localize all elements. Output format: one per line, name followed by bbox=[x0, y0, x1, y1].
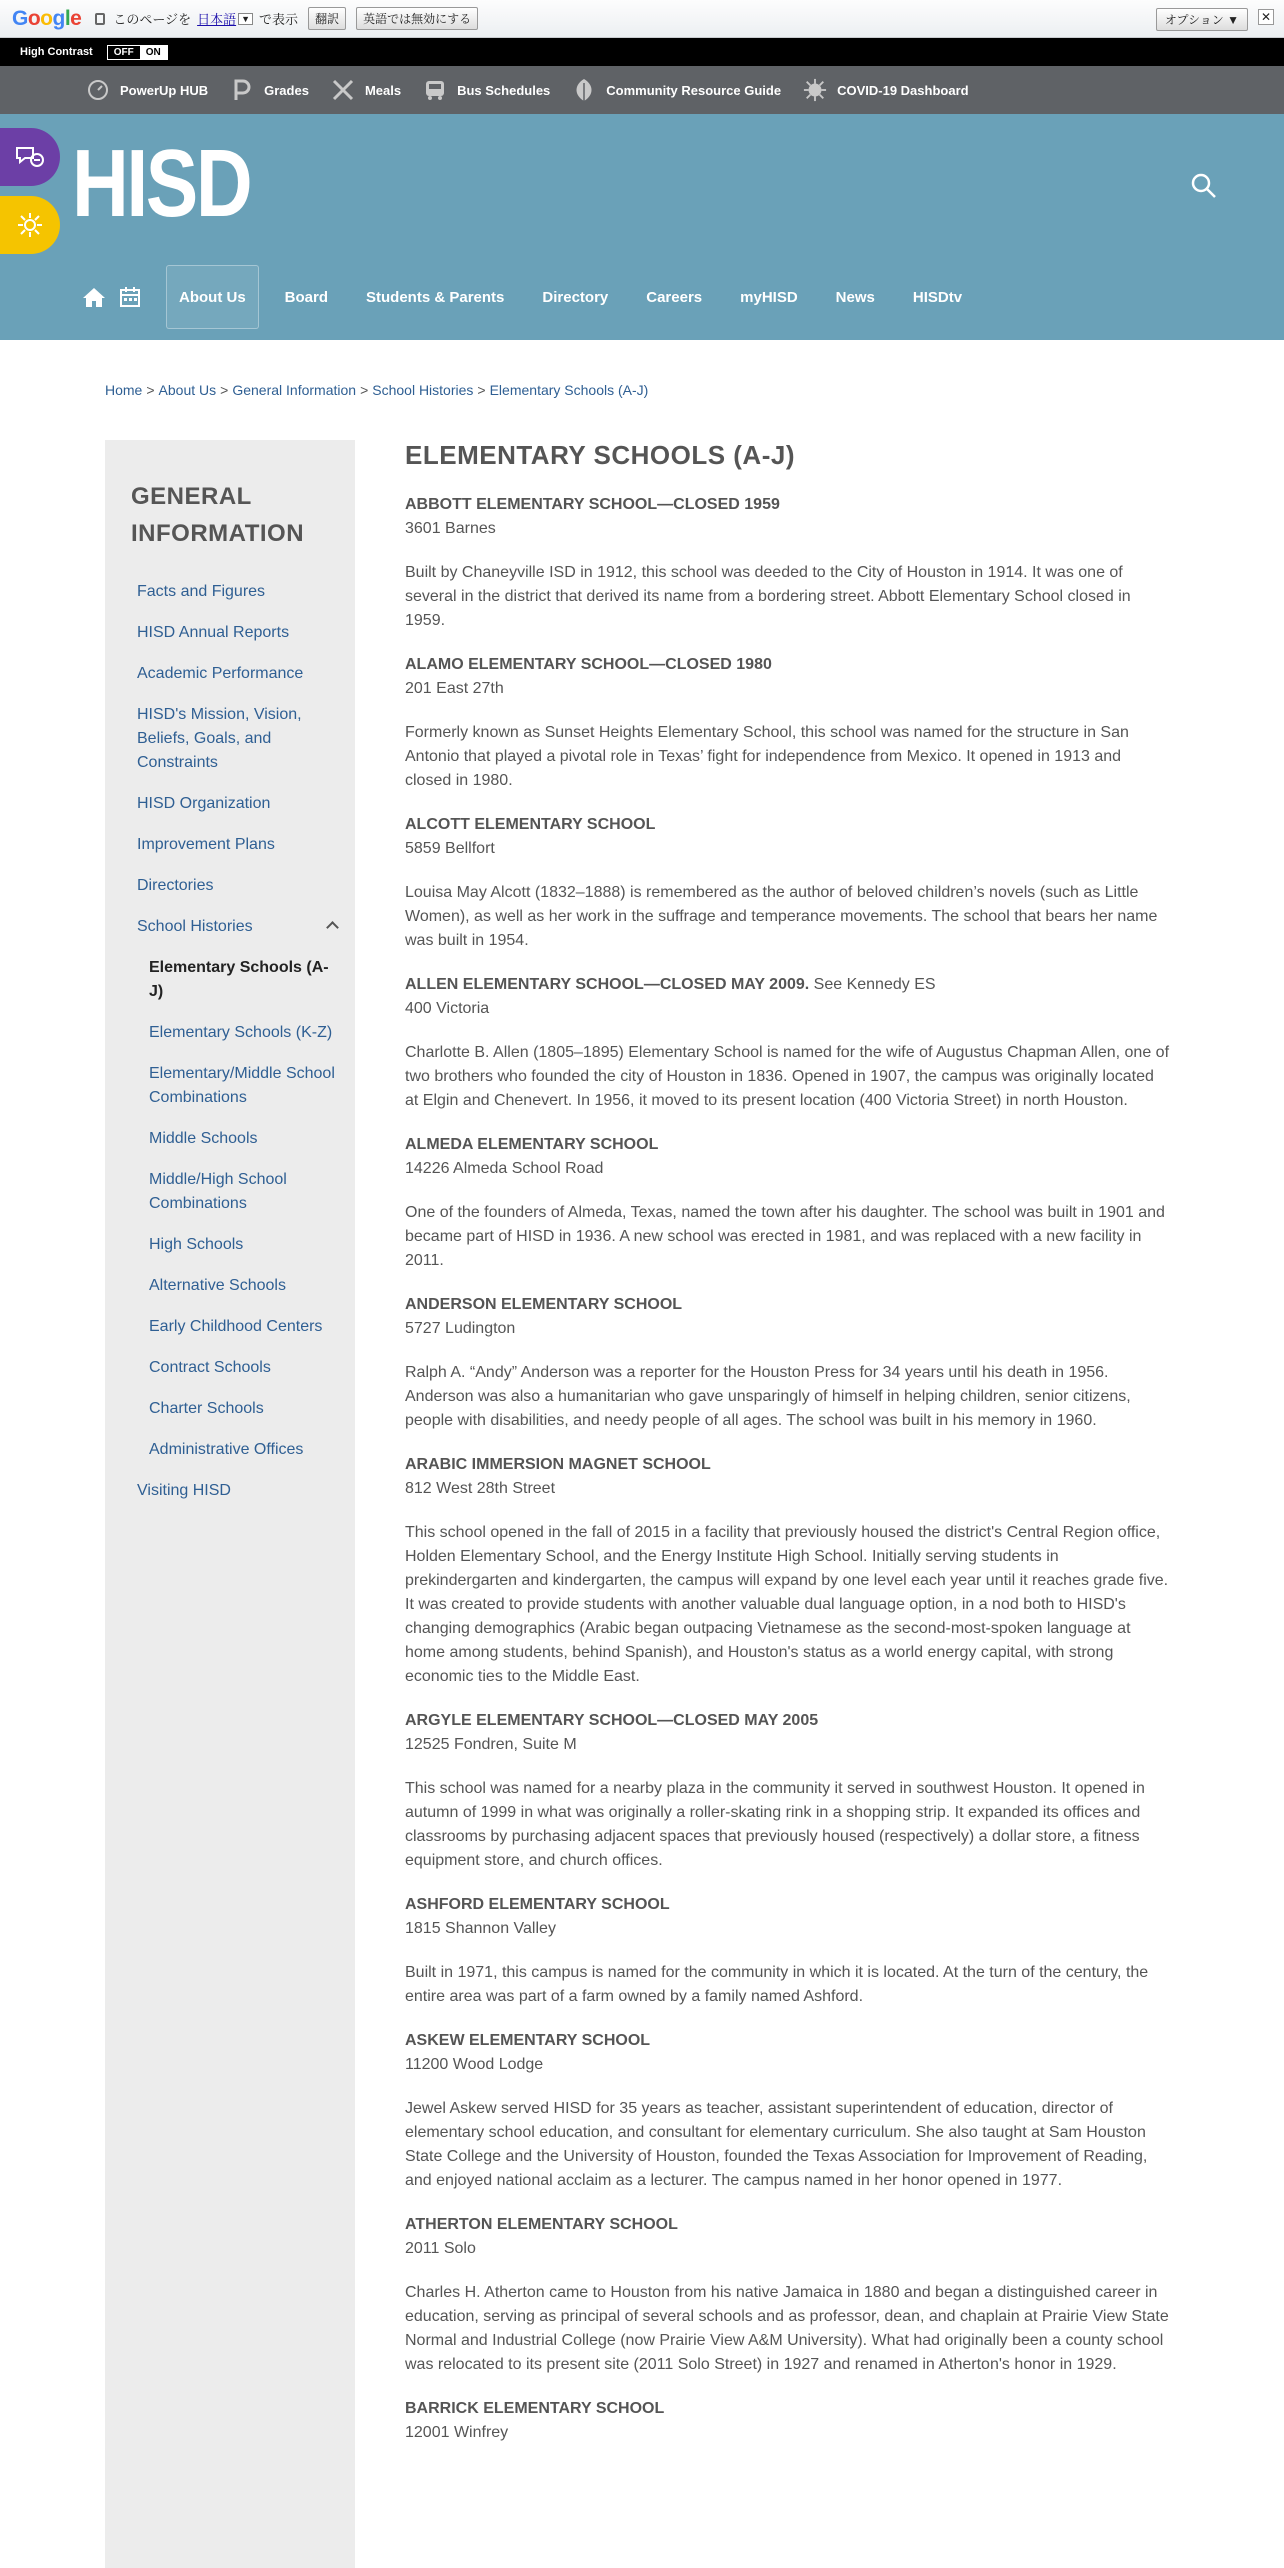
school-entry bbox=[405, 1133, 1170, 1273]
sidebar-item[interactable] bbox=[137, 915, 337, 939]
school-name-note: See Kennedy ES bbox=[809, 976, 936, 993]
school-address: 1815 Shannon Valley bbox=[405, 1920, 556, 1937]
quick-link-label: Bus Schedules bbox=[457, 82, 551, 98]
sidebar-item-label: School Histories bbox=[137, 918, 253, 935]
nav-board[interactable]: Board bbox=[284, 288, 329, 306]
school-name-text: BARRICK ELEMENTARY SCHOOL bbox=[405, 2400, 665, 2417]
sidebar-item[interactable] bbox=[137, 1479, 337, 1503]
toggle-on[interactable]: ON bbox=[140, 46, 167, 59]
school-name-text: ALAMO ELEMENTARY SCHOOL—CLOSED 1980 bbox=[405, 656, 772, 673]
school-name bbox=[405, 1893, 1170, 1917]
school-name-text: ASHFORD ELEMENTARY SCHOOL bbox=[405, 1896, 670, 1913]
school-name-text: ARGYLE ELEMENTARY SCHOOL—CLOSED MAY 2005 bbox=[405, 1712, 819, 1729]
sidebar-item[interactable] bbox=[137, 874, 337, 898]
lock-icon bbox=[95, 13, 105, 25]
nav-directory[interactable]: Directory bbox=[542, 288, 609, 306]
school-name bbox=[405, 1709, 1170, 1733]
translate-prompt: このページを bbox=[113, 12, 192, 27]
hisd-logo[interactable]: HISD bbox=[72, 130, 251, 237]
bus-icon bbox=[423, 78, 447, 102]
sidebar-item-label: Facts and Figures bbox=[137, 583, 266, 600]
sidebar-item-label: Academic Performance bbox=[137, 665, 304, 682]
school-name bbox=[405, 813, 1170, 837]
breadcrumb-current[interactable]: Elementary Schools (A-J) bbox=[489, 382, 649, 398]
sidebar-item-label: Elementary/Middle School Combinations bbox=[149, 1065, 335, 1106]
quick-link-label: PowerUp HUB bbox=[120, 82, 209, 98]
breadcrumb-about-us[interactable]: About Us bbox=[158, 382, 217, 398]
school-address: 12525 Fondren, Suite M bbox=[405, 1736, 577, 1753]
school-name bbox=[405, 493, 1170, 517]
school-address: 14226 Almeda School Road bbox=[405, 1160, 604, 1177]
main-content bbox=[405, 440, 1170, 2465]
school-list bbox=[405, 493, 1170, 2445]
school-address: 400 Victoria bbox=[405, 1000, 490, 1017]
school-description: Ralph A. “Andy” Anderson was a reporter for the Houston Press for 34 years until his death in 1956. Anderson was also a humanitarian who gave unsparingly of himself in helping children, senior citizens, people with disabilities, and needy people of all ages. The school was built in his memory in 1960. bbox=[405, 1364, 1131, 1429]
school-name-text: ANDERSON ELEMENTARY SCHOOL bbox=[405, 1296, 683, 1313]
sidebar-item-label: Charter Schools bbox=[149, 1400, 264, 1417]
school-address: 3601 Barnes bbox=[405, 520, 496, 537]
school-entry bbox=[405, 1709, 1170, 1873]
breadcrumb-home[interactable]: Home bbox=[105, 382, 143, 398]
sidebar-item-label: Middle/High School Combinations bbox=[149, 1171, 287, 1212]
school-name-text: ALMEDA ELEMENTARY SCHOOL bbox=[405, 1136, 659, 1153]
school-description: Jewel Askew served HISD for 35 years as teacher, assistant superintendent of education, director of elementary school education, and consultant for elementary curriculum. She also taught at Sam Houston State College and the University of Houston, founded the Texas Association for Improvement of Reading, and enjoyed national acclaim as a lecturer. The campus named in her honor opened in 1977. bbox=[405, 2100, 1148, 2189]
nav-news[interactable]: News bbox=[835, 288, 875, 306]
translate-button[interactable]: 翻訳 bbox=[308, 7, 346, 30]
quick-link-covid[interactable] bbox=[803, 78, 968, 102]
toggle-off[interactable]: OFF bbox=[108, 46, 140, 59]
school-address: 5727 Ludington bbox=[405, 1320, 516, 1337]
p-icon bbox=[230, 78, 254, 102]
school-description: Charles H. Atherton came to Houston from his native Jamaica in 1880 and began a distinguished career in education, serving as principal of several schools and as professor, dean, and chaplain at Prairie View State Normal and Industrial College (now Prairie View A&M University). What had originally been a county school was relocated to its present site (2011 Solo Street) in 1927 and renamed in Atherton's honor in 1929. bbox=[405, 2284, 1169, 2373]
school-address: 5859 Bellfort bbox=[405, 840, 495, 857]
quick-link-grades[interactable] bbox=[230, 78, 309, 102]
sidebar-item-label: Visiting HISD bbox=[137, 1482, 231, 1499]
sidebar-item-label: High Schools bbox=[149, 1236, 244, 1253]
sidebar bbox=[105, 440, 355, 2568]
disable-translate-button[interactable]: 英語では無効にする bbox=[356, 7, 478, 30]
high-contrast-toggle[interactable] bbox=[107, 45, 168, 60]
translate-bar bbox=[0, 0, 1284, 38]
school-entry bbox=[405, 2397, 1170, 2445]
school-entry bbox=[405, 2213, 1170, 2377]
school-entry bbox=[405, 973, 1170, 1113]
school-name-text: ASKEW ELEMENTARY SCHOOL bbox=[405, 2032, 651, 2049]
sidebar-item[interactable] bbox=[137, 833, 337, 857]
language-dropdown[interactable]: ▼ bbox=[238, 13, 253, 25]
chevron-up-icon[interactable] bbox=[326, 921, 339, 934]
school-name bbox=[405, 2213, 1170, 2237]
sidebar-item[interactable] bbox=[137, 1274, 337, 1298]
quick-link-powerup[interactable] bbox=[86, 78, 208, 102]
school-name bbox=[405, 2397, 1170, 2421]
school-entry bbox=[405, 2029, 1170, 2193]
sidebar-item[interactable] bbox=[137, 956, 337, 1004]
sidebar-item[interactable] bbox=[137, 1062, 337, 1110]
utensils-icon bbox=[331, 78, 355, 102]
google-logo: Google bbox=[12, 6, 82, 30]
sidebar-title: GENERAL INFORMATION bbox=[131, 483, 305, 548]
sidebar-item[interactable] bbox=[137, 1356, 337, 1380]
school-name bbox=[405, 2029, 1170, 2053]
nav-hisdtv[interactable]: HISDtv bbox=[912, 288, 963, 306]
sidebar-item-label: HISD's Mission, Vision, Beliefs, Goals, and Constraints bbox=[137, 706, 302, 771]
sidebar-item-label: Directories bbox=[137, 877, 214, 894]
nav-myhisd[interactable]: myHISD bbox=[740, 288, 798, 306]
sidebar-item[interactable] bbox=[137, 1315, 337, 1339]
breadcrumb-general-information[interactable]: General Information bbox=[232, 382, 357, 398]
sunflower-button[interactable] bbox=[0, 196, 60, 254]
page-title: ELEMENTARY SCHOOLS (A-J) bbox=[405, 440, 795, 470]
sidebar-item[interactable] bbox=[137, 1021, 337, 1045]
school-address: 11200 Wood Lodge bbox=[405, 2056, 544, 2073]
sidebar-item-label: Early Childhood Centers bbox=[149, 1318, 323, 1335]
school-address: 2011 Solo bbox=[405, 2240, 476, 2257]
site-header bbox=[0, 114, 1284, 340]
school-name bbox=[405, 653, 1170, 677]
school-address: 201 East 27th bbox=[405, 680, 504, 697]
school-name bbox=[405, 1453, 1170, 1477]
close-icon[interactable]: ✕ bbox=[1258, 9, 1274, 25]
options-button[interactable]: オプション ▼ bbox=[1156, 8, 1248, 31]
sidebar-item[interactable] bbox=[137, 662, 337, 686]
accessibility-button[interactable] bbox=[0, 128, 60, 186]
school-name bbox=[405, 1293, 1170, 1317]
school-description: This school opened in the fall of 2015 in a facility that previously housed the district's Central Region office, Holden Elementary School, and the Energy Institute High School. Initially serving students in prekindergarten and kindergarten, the campus will expand by one level each year until it reaches grade five. It was created to provide students with another valuable dual language option, in a nod both to HISD's changing demographics (Arabic began outpacing Vietnamese as the second-most-spoken language at home among students, behind Spanish), and Houston's status as a world energy capital, with strong economic ties to the Middle East. bbox=[405, 1524, 1169, 1685]
high-contrast-bar bbox=[0, 38, 1284, 66]
school-description: One of the founders of Almeda, Texas, named the town after his daughter. The school was built in 1901 and became part of HISD in 1936. A new school was erected in 1981, and was replaced with a new facility in 2011. bbox=[405, 1204, 1165, 1269]
sidebar-item[interactable] bbox=[137, 580, 337, 604]
home-icon[interactable] bbox=[80, 283, 108, 311]
school-entry bbox=[405, 493, 1170, 633]
school-name-text: ALLEN ELEMENTARY SCHOOL—CLOSED MAY 2009. bbox=[405, 976, 810, 993]
sidebar-item[interactable] bbox=[137, 1397, 337, 1421]
school-description: Formerly known as Sunset Heights Elementary School, this school was named for the structure in San Antonio that played a pivotal role in Texas’ fight for independence from Mexico. It opened in 1913 and closed in 1980. bbox=[405, 724, 1129, 789]
school-description: Built in 1971, this campus is named for the community in which it is located. At the turn of the century, the entire area was part of a farm owned by a family named Ashford. bbox=[405, 1964, 1149, 2005]
sidebar-menu bbox=[137, 580, 337, 1520]
calendar-icon[interactable] bbox=[116, 283, 144, 311]
sidebar-item[interactable] bbox=[137, 1438, 337, 1462]
school-entry bbox=[405, 1893, 1170, 2009]
school-description: This school was named for a nearby plaza in the community it served in southwest Houston. It opened in autumn of 1999 in what was originally a roller-skating rink in a shopping strip. It expanded its offices and classrooms by purchasing adjacent spaces that previously housed (respectively) a dollar store, a fitness equipment store, and church offices. bbox=[405, 1780, 1145, 1869]
accessibility-icon bbox=[15, 144, 45, 170]
school-address: 812 West 28th Street bbox=[405, 1480, 556, 1497]
sidebar-item-label: HISD Organization bbox=[137, 795, 271, 812]
sidebar-item[interactable] bbox=[137, 792, 337, 816]
language-link[interactable]: 日本語 bbox=[197, 12, 237, 27]
gauge-icon bbox=[86, 78, 110, 102]
school-entry bbox=[405, 1453, 1170, 1689]
sidebar-item-label: Improvement Plans bbox=[137, 836, 275, 853]
leaf-icon bbox=[572, 78, 596, 102]
sidebar-item[interactable] bbox=[137, 621, 337, 645]
school-description: Charlotte B. Allen (1805–1895) Elementary School is named for the wife of Augustus Chapman Allen, one of two brothers who founded the city of Houston in 1836. Opened in 1907, the campus was originally located at Elgin and Chenevert. In 1956, it moved to its present location (400 Victoria Street) in north Houston. bbox=[405, 1044, 1170, 1109]
nav-students-parents[interactable]: Students & Parents bbox=[366, 288, 505, 306]
breadcrumb-school-histories[interactable]: School Histories bbox=[372, 382, 474, 398]
nav-about-us[interactable]: About Us bbox=[166, 265, 259, 329]
sidebar-item[interactable] bbox=[137, 1168, 337, 1216]
sidebar-item-label: Elementary Schools (K-Z) bbox=[149, 1024, 333, 1041]
quick-link-label: Meals bbox=[364, 82, 402, 98]
school-address: 12001 Winfrey bbox=[405, 2424, 509, 2441]
main-nav bbox=[0, 264, 1284, 330]
quick-link-label: Community Resource Guide bbox=[606, 82, 782, 98]
sidebar-item-label: Elementary Schools (A-J) bbox=[149, 959, 329, 1000]
sidebar-item-label: Middle Schools bbox=[149, 1130, 258, 1147]
translate-prompt-suffix: で表示 bbox=[259, 12, 299, 27]
sidebar-item-label: Contract Schools bbox=[149, 1359, 271, 1376]
quick-link-label: Grades bbox=[264, 82, 309, 98]
sidebar-item-label: HISD Annual Reports bbox=[137, 624, 290, 641]
sidebar-item-label: Administrative Offices bbox=[149, 1441, 304, 1458]
sunflower-icon bbox=[16, 211, 44, 239]
school-name bbox=[405, 973, 1170, 997]
school-description: Louisa May Alcott (1832–1888) is remembered as the author of beloved children’s novels (such as Little Women), as well as her work in the suffrage and temperance movements. The school that bears her name was built in 1954. bbox=[405, 884, 1158, 949]
school-name bbox=[405, 1133, 1170, 1157]
sidebar-item-label: Alternative Schools bbox=[149, 1277, 286, 1294]
quick-link-community[interactable] bbox=[572, 78, 781, 102]
sidebar-item[interactable] bbox=[137, 1233, 337, 1257]
breadcrumb: Home > About Us > General Information > School Histories > Elementary Schools (A-J) bbox=[105, 382, 649, 398]
quick-link-bus[interactable] bbox=[423, 78, 550, 102]
school-description: Built by Chaneyville ISD in 1912, this school was deeded to the City of Houston in 1914. It was one of several in the district that derived its name from a bordering street. Abbott Elementary School closed in 1959. bbox=[405, 564, 1131, 629]
sidebar-item[interactable] bbox=[137, 1127, 337, 1151]
school-entry bbox=[405, 813, 1170, 953]
search-icon[interactable] bbox=[1190, 172, 1218, 200]
school-entry bbox=[405, 653, 1170, 793]
virus-icon bbox=[803, 78, 827, 102]
sidebar-item[interactable] bbox=[137, 703, 337, 775]
high-contrast-label: High Contrast bbox=[20, 46, 93, 58]
nav-careers[interactable]: Careers bbox=[646, 288, 703, 306]
quick-links-bar bbox=[0, 66, 1284, 114]
school-name-text: ALCOTT ELEMENTARY SCHOOL bbox=[405, 816, 656, 833]
school-name-text: ATHERTON ELEMENTARY SCHOOL bbox=[405, 2216, 678, 2233]
school-name-text: ABBOTT ELEMENTARY SCHOOL—CLOSED 1959 bbox=[405, 496, 780, 513]
school-name-text: ARABIC IMMERSION MAGNET SCHOOL bbox=[405, 1456, 711, 1473]
school-entry bbox=[405, 1293, 1170, 1433]
quick-link-label: COVID-19 Dashboard bbox=[837, 82, 969, 98]
quick-link-meals[interactable] bbox=[331, 78, 401, 102]
